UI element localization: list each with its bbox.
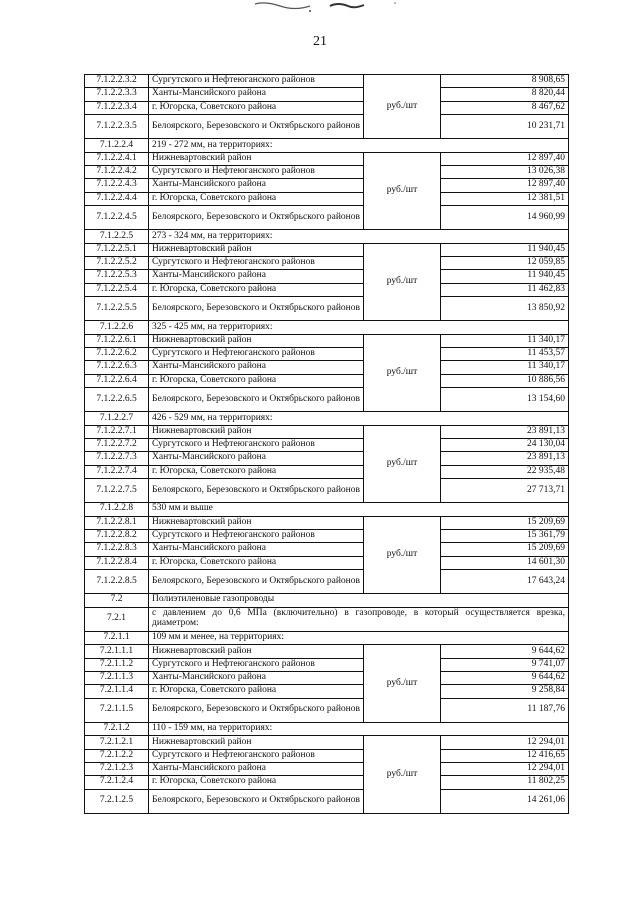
row-code: 7.2.1.2.5: [85, 789, 149, 814]
group-row: [85, 139, 569, 152]
row-name: Ханты-Мансийского района: [149, 361, 364, 374]
unit-cell: руб./шт: [364, 152, 441, 230]
section-title: с давлением до 0,6 МПа (включительно) в газопроводе, в который осуществляется врезка, диаметром:: [149, 607, 569, 632]
row-price: 24 130,04: [441, 438, 569, 451]
table-row: [85, 296, 569, 321]
row-name: Нижневартовский район: [149, 736, 364, 749]
row-name: Нижневартовский район: [149, 334, 364, 347]
row-name: Нижневартовский район: [149, 516, 364, 529]
row-code: 7.1.2.2.6.3: [85, 361, 149, 374]
row-code: 7.1.2.2.4.5: [85, 205, 149, 230]
row-name: Белоярского, Березовского и Октябрьского районов: [149, 114, 364, 139]
row-code: 7.1.2.2.4.2: [85, 165, 149, 178]
table-row: [85, 88, 569, 101]
table-row: [85, 543, 569, 556]
row-code: 7.2.1.1.3: [85, 672, 149, 685]
row-name: Ханты-Мансийского района: [149, 270, 364, 283]
row-name: г. Югорска, Советского района: [149, 776, 364, 789]
row-name: Ханты-Мансийского района: [149, 762, 364, 775]
row-price: 14 261,06: [441, 789, 569, 814]
row-price: 15 361,79: [441, 529, 569, 542]
group-row: [85, 321, 569, 334]
table-row: [85, 283, 569, 296]
row-name: г. Югорска, Советского района: [149, 465, 364, 478]
row-code: 7.1.2.2.7.1: [85, 425, 149, 438]
row-code: 7.2.1.1.1: [85, 645, 149, 658]
row-price: 9 644,62: [441, 672, 569, 685]
row-code: 7.2.1.2.4: [85, 776, 149, 789]
row-name: Сургутского и Нефтеюганского районов: [149, 256, 364, 269]
table-row: [85, 452, 569, 465]
scan-noise-mark: [235, 0, 415, 14]
table-row: [85, 698, 569, 723]
row-price: 12 416,65: [441, 749, 569, 762]
row-price: 11 940,45: [441, 270, 569, 283]
table-row: [85, 645, 569, 658]
row-code: 7.1.2.2.4.4: [85, 192, 149, 205]
group-title: 109 мм и менее, на территориях:: [149, 632, 569, 645]
row-code: 7.1.2.2.8.2: [85, 529, 149, 542]
row-code: 7.1.2.2.5.1: [85, 243, 149, 256]
row-name: г. Югорска, Советского района: [149, 192, 364, 205]
row-name: Белоярского, Березовского и Октябрьского районов: [149, 205, 364, 230]
row-price: 12 059,85: [441, 256, 569, 269]
row-name: Ханты-Мансийского района: [149, 672, 364, 685]
row-price: 12 381,51: [441, 192, 569, 205]
row-name: г. Югорска, Советского района: [149, 283, 364, 296]
row-price: 12 897,40: [441, 179, 569, 192]
table-row: [85, 425, 569, 438]
unit-cell: руб./шт: [364, 75, 441, 139]
row-price: 22 935,48: [441, 465, 569, 478]
row-code: 7.1.2.2.3.3: [85, 88, 149, 101]
table-row: [85, 736, 569, 749]
unit-cell: руб./шт: [364, 645, 441, 723]
row-name: Белоярского, Березовского и Октябрьского районов: [149, 478, 364, 503]
table-row: [85, 556, 569, 569]
row-price: 23 891,13: [441, 452, 569, 465]
table-row: [85, 243, 569, 256]
row-price: 17 643,24: [441, 569, 569, 594]
row-name: г. Югорска, Советского района: [149, 685, 364, 698]
unit-cell: руб./шт: [364, 516, 441, 594]
row-code: 7.1.2.2.4: [85, 139, 149, 152]
row-price: 13 850,92: [441, 296, 569, 321]
table-row: [85, 334, 569, 347]
row-code: 7.1.2.2.6.5: [85, 387, 149, 412]
row-price: 9 741,07: [441, 658, 569, 671]
table-row: [85, 516, 569, 529]
row-code: 7.1.2.2.8.1: [85, 516, 149, 529]
table-row: [85, 749, 569, 762]
row-name: Сургутского и Нефтеюганского районов: [149, 165, 364, 178]
row-name: Белоярского, Березовского и Октябрьского районов: [149, 296, 364, 321]
row-price: 11 340,17: [441, 361, 569, 374]
table-row: [85, 165, 569, 178]
row-price: 9 258,84: [441, 685, 569, 698]
row-name: Белоярского, Березовского и Октябрьского районов: [149, 789, 364, 814]
row-code: 7.1.2.2.7.3: [85, 452, 149, 465]
row-name: Ханты-Мансийского района: [149, 179, 364, 192]
row-name: Белоярского, Березовского и Октябрьского районов: [149, 387, 364, 412]
group-row: [85, 412, 569, 425]
row-code: 7.2.1.1.5: [85, 698, 149, 723]
row-price: 11 453,57: [441, 347, 569, 360]
row-name: Сургутского и Нефтеюганского районов: [149, 749, 364, 762]
row-name: Сургутского и Нефтеюганского районов: [149, 529, 364, 542]
row-name: Ханты-Мансийского района: [149, 452, 364, 465]
table-row: [85, 114, 569, 139]
table-row: [85, 179, 569, 192]
row-code: 7.2.1.1: [85, 632, 149, 645]
group-row: [85, 230, 569, 243]
row-name: Ханты-Мансийского района: [149, 543, 364, 556]
row-code: 7.1.2.2.6.2: [85, 347, 149, 360]
row-code: 7.1.2.2.5: [85, 230, 149, 243]
table-row: [85, 347, 569, 360]
row-price: 8 820,44: [441, 88, 569, 101]
row-code: 7.1.2.2.5.4: [85, 283, 149, 296]
row-code: 7.1.2.2.6.1: [85, 334, 149, 347]
row-code: 7.1.2.2.7.5: [85, 478, 149, 503]
row-name: Белоярского, Березовского и Октябрьского районов: [149, 569, 364, 594]
row-name: Ханты-Мансийского района: [149, 88, 364, 101]
row-price: 23 891,13: [441, 425, 569, 438]
table-row: [85, 438, 569, 451]
row-price: 11 187,76: [441, 698, 569, 723]
row-price: 27 713,71: [441, 478, 569, 503]
unit-cell: руб./шт: [364, 425, 441, 503]
row-price: 15 209,69: [441, 516, 569, 529]
row-name: Нижневартовский район: [149, 152, 364, 165]
group-row: [85, 632, 569, 645]
row-code: 7.1.2.2.3.4: [85, 101, 149, 114]
row-code: 7.1.2.2.6: [85, 321, 149, 334]
row-code: 7.1.2.2.8.5: [85, 569, 149, 594]
row-code: 7.1.2.2.6.4: [85, 374, 149, 387]
row-code: 7.2.1.2: [85, 723, 149, 736]
row-code: 7.1.2.2.5.3: [85, 270, 149, 283]
row-price: 14 601,30: [441, 556, 569, 569]
row-price: 14 960,99: [441, 205, 569, 230]
table-row: [85, 569, 569, 594]
row-code: 7.1.2.2.3.2: [85, 75, 149, 88]
table-row: [85, 256, 569, 269]
row-price: 12 897,40: [441, 152, 569, 165]
section-title: Полиэтиленовые газопроводы: [149, 594, 569, 607]
row-code: 7.1.2.2.8.4: [85, 556, 149, 569]
table-row: [85, 361, 569, 374]
row-code: 7.2.1: [85, 607, 149, 632]
row-price: 12 294,01: [441, 762, 569, 775]
table-row: [85, 192, 569, 205]
group-title: 530 мм и выше: [149, 503, 569, 516]
row-code: 7.1.2.2.5.5: [85, 296, 149, 321]
row-name: Нижневартовский район: [149, 645, 364, 658]
row-price: 11 462,83: [441, 283, 569, 296]
row-code: 7.1.2.2.8: [85, 503, 149, 516]
table-row: [85, 205, 569, 230]
group-row: [85, 723, 569, 736]
table-row: [85, 529, 569, 542]
row-code: 7.1.2.2.8.3: [85, 543, 149, 556]
row-code: 7.2.1.1.2: [85, 658, 149, 671]
section-row: [85, 607, 569, 632]
row-code: 7.1.2.2.3.5: [85, 114, 149, 139]
row-price: 13 026,38: [441, 165, 569, 178]
row-name: г. Югорска, Советского района: [149, 556, 364, 569]
table-row: [85, 387, 569, 412]
row-price: 11 940,45: [441, 243, 569, 256]
row-name: Белоярского, Березовского и Октябрьского районов: [149, 698, 364, 723]
section-row: [85, 594, 569, 607]
table-row: [85, 152, 569, 165]
table-row: [85, 762, 569, 775]
row-code: 7.1.2.2.7: [85, 412, 149, 425]
row-price: 15 209,69: [441, 543, 569, 556]
row-code: 7.1.2.2.5.2: [85, 256, 149, 269]
row-code: 7.2.1.1.4: [85, 685, 149, 698]
page-number: 21: [313, 34, 327, 49]
row-price: 9 644,62: [441, 645, 569, 658]
row-name: г. Югорска, Советского района: [149, 101, 364, 114]
row-code: 7.1.2.2.7.2: [85, 438, 149, 451]
table-row: [85, 776, 569, 789]
group-title: 273 - 324 мм, на территориях:: [149, 230, 569, 243]
row-price: 11 802,25: [441, 776, 569, 789]
row-price: 11 340,17: [441, 334, 569, 347]
row-code: 7.2.1.2.3: [85, 762, 149, 775]
group-title: 219 - 272 мм, на территориях:: [149, 139, 569, 152]
table-row: [85, 75, 569, 88]
group-title: 110 - 159 мм, на территориях:: [149, 723, 569, 736]
table-row: [85, 374, 569, 387]
group-row: [85, 503, 569, 516]
table-row: [85, 101, 569, 114]
row-code: 7.2.1.2.1: [85, 736, 149, 749]
row-code: 7.1.2.2.7.4: [85, 465, 149, 478]
row-price: 8 467,62: [441, 101, 569, 114]
table-row: [85, 672, 569, 685]
row-name: Сургутского и Нефтеюганского районов: [149, 347, 364, 360]
unit-cell: руб./шт: [364, 334, 441, 412]
row-price: 10 231,71: [441, 114, 569, 139]
table-row: [85, 465, 569, 478]
row-name: Сургутского и Нефтеюганского районов: [149, 658, 364, 671]
row-price: 12 294,01: [441, 736, 569, 749]
row-name: Нижневартовский район: [149, 243, 364, 256]
row-name: г. Югорска, Советского района: [149, 374, 364, 387]
table-row: [85, 478, 569, 503]
row-name: Нижневартовский район: [149, 425, 364, 438]
group-title: 325 - 425 мм, на территориях:: [149, 321, 569, 334]
unit-cell: руб./шт: [364, 736, 441, 814]
row-price: 8 908,65: [441, 75, 569, 88]
row-code: 7.2: [85, 594, 149, 607]
row-name: Сургутского и Нефтеюганского районов: [149, 438, 364, 451]
row-code: 7.2.1.2.2: [85, 749, 149, 762]
row-price: 10 886,56: [441, 374, 569, 387]
tariff-table: [84, 74, 569, 814]
row-code: 7.1.2.2.4.1: [85, 152, 149, 165]
unit-cell: руб./шт: [364, 243, 441, 321]
table-row: [85, 789, 569, 814]
row-price: 13 154,60: [441, 387, 569, 412]
group-title: 426 - 529 мм, на территориях:: [149, 412, 569, 425]
table-row: [85, 270, 569, 283]
row-code: 7.1.2.2.4.3: [85, 179, 149, 192]
table-row: [85, 685, 569, 698]
table-row: [85, 658, 569, 671]
row-name: Сургутского и Нефтеюганского районов: [149, 75, 364, 88]
